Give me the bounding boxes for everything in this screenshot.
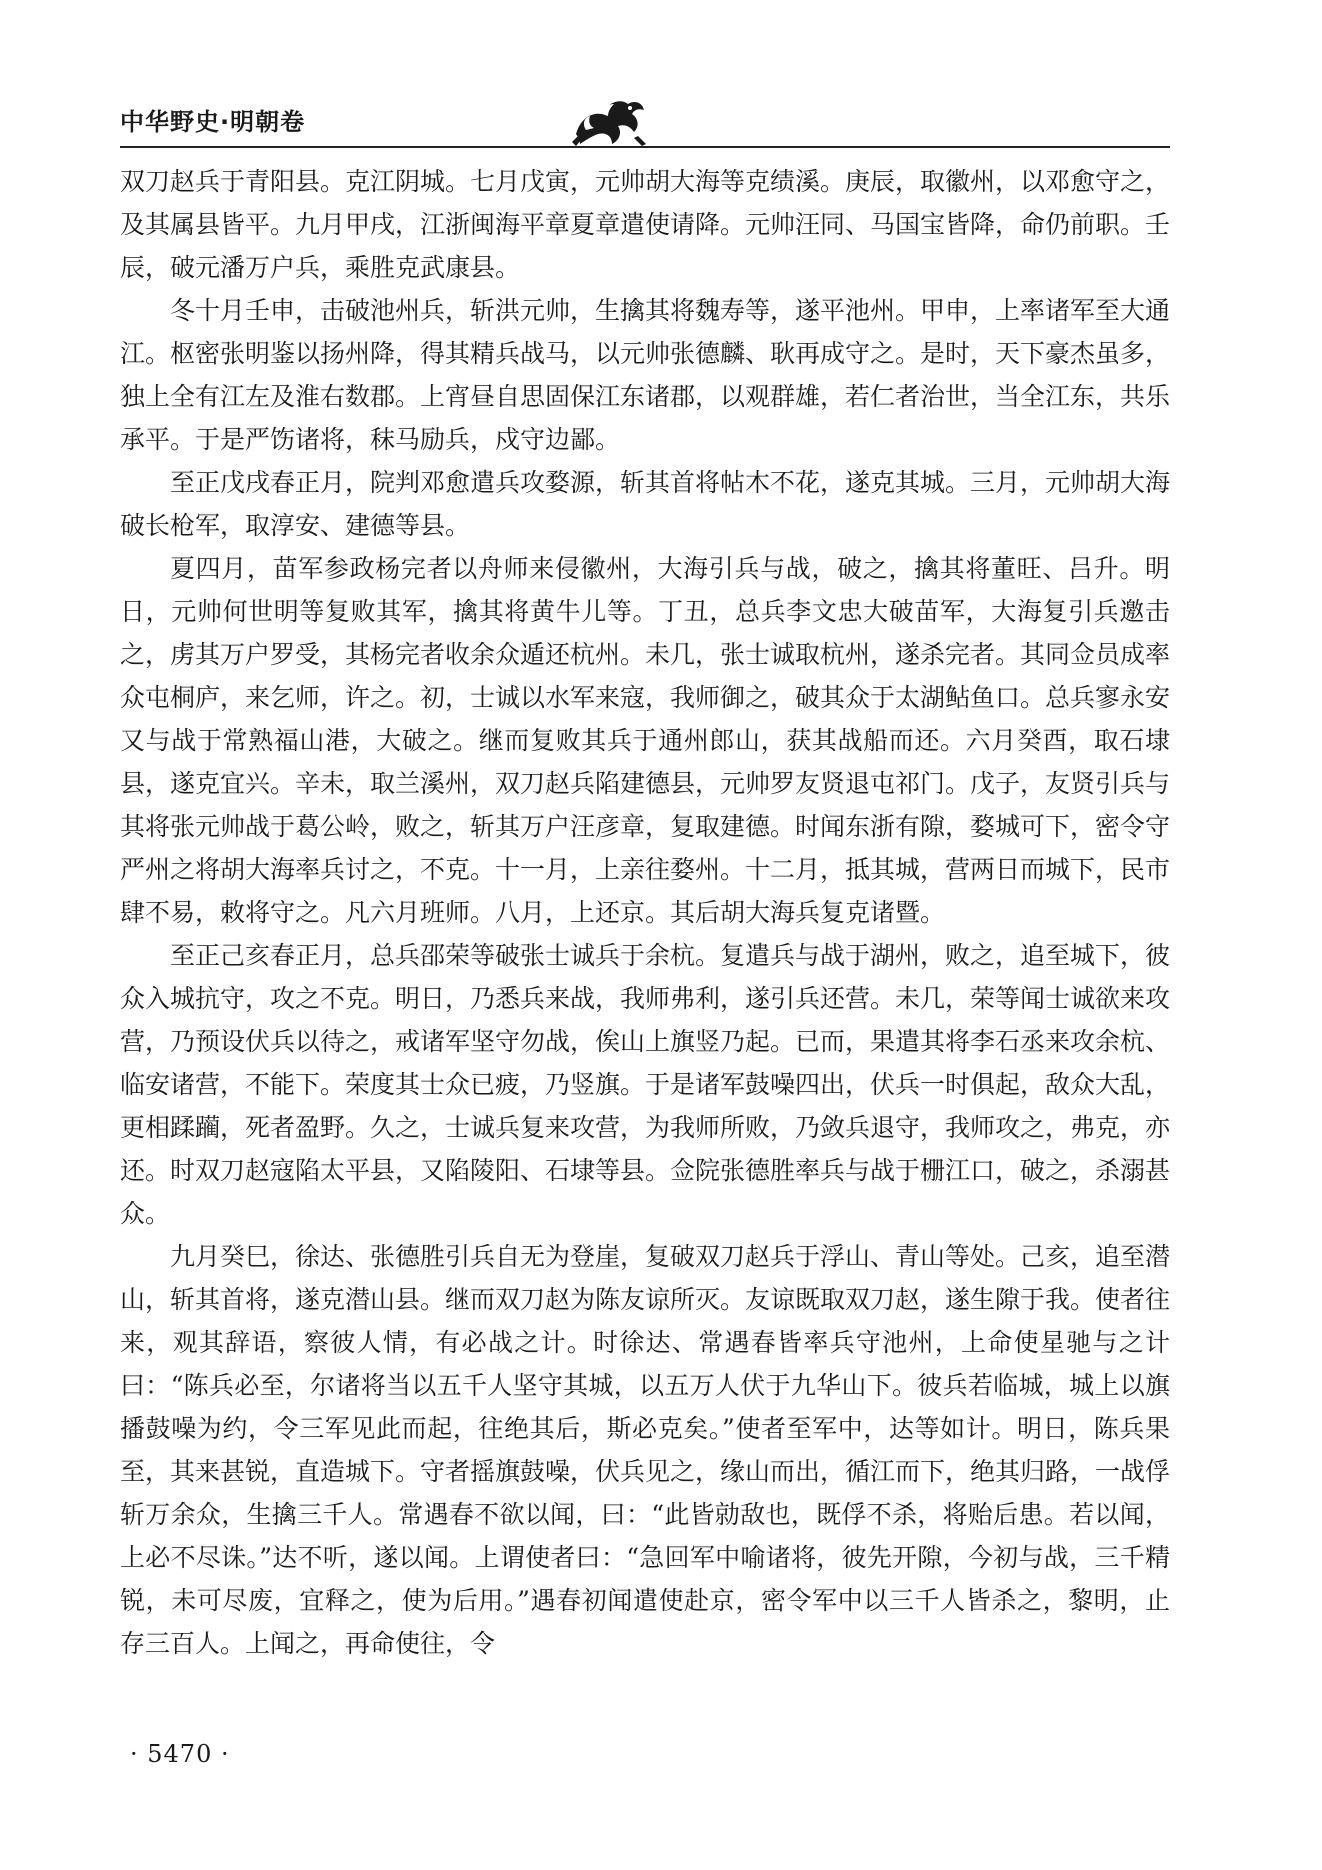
paragraph: 夏四月，苗军参政杨完者以舟师来侵徽州，大海引兵与战，破之，擒其将董旺、吕升。明日，元帅何世明等复败其军，擒其将黄牛儿等。丁丑，总兵李文忠大破苗军，大海复引兵邀击之，虏其万户罗受，其杨完者收余众遁还杭州。未几，张士诚取杭州，遂杀完者。其同佥员成率众屯桐庐，来乞师，许之。初，士诚以水军来寇，我师御之，破其众于太湖鲇鱼口。总兵寥永安又与战于常熟福山港，大破之。继而复败其兵于通州郎山，获其战船而还。六月癸酉，取石埭县，遂克宜兴。辛未，取兰溪州，双刀赵兵陷建德县，元帅罗友贤退屯祁门。戊子，友贤引兵与其将张元帅战于葛公岭，败之，斩其万户汪彦章，复取建德。时闻东浙有隙，婺城可下，密令守严州之将胡大海率兵讨之，不克。十一月，上亲往婺州。十二月，抵其城，营两日而城下，民市肆不易，敕将守之。凡六月班师。八月，上还京。其后胡大海兵复克诸暨。 (120, 554, 1171, 927)
paragraph: 九月癸巳，徐达、张德胜引兵自无为登崖，复破双刀赵兵于浮山、青山等处。己亥，追至潜山，斩其首将，遂克潜山县。继而双刀赵为陈友谅所灭。友谅既取双刀赵，遂生隙于我。使者往来，观其辞语，察彼人情，有必战之计。时徐达、常遇春皆率兵守池州，上命使星驰与之计曰：“陈兵必至，尔诸将当以五千人坚守其城，以五万人伏于九华山下。彼兵若临城，城上以旗播鼓噪为约，令三军见此而起，往绝其后，斯必克矣。”使者至军中，达等如计。明日，陈兵果至，其来甚锐，直造城下。守者摇旗鼓噪，伏兵见之，缘山而出，循江而下，绝其归路，一战俘斩万余众，生擒三千人。常遇春不欲以闻，曰：“此皆勍敌也，既俘不杀，将贻后患。若以闻，上必不尽诛。”达不听，遂以闻。上谓使者曰：“急回军中喻诸将，彼先开隙，今初与战，三千精锐，未可尽废，宜释之，使为后用。”遇春初闻遣使赴京，密令军中以三千人皆杀之，黎明，止存三百人。上闻之，再命使往，令 (120, 1242, 1171, 1658)
body-text (120, 160, 1170, 1665)
running-title: 中华野史·明朝卷 (120, 108, 306, 136)
page-number: · 5470 · (130, 1740, 230, 1768)
paragraph: 至正戊戌春正月，院判邓愈遣兵攻婺源，斩其首将帖木不花，遂克其城。三月，元帅胡大海破长枪军，取淳安、建德等县。 (120, 468, 1171, 540)
dragon-emblem-icon (568, 90, 648, 148)
paragraph: 双刀赵兵于青阳县。克江阴城。七月戊寅，元帅胡大海等克绩溪。庚辰，取徽州，以邓愈守之，及其属县皆平。九月甲戌，江浙闽海平章夏章遣使请降。元帅汪同、马国宝皆降，命仍前职。壬辰，破元潘万户兵，乘胜克武康县。 (120, 167, 1171, 282)
paragraph: 冬十月壬申，击破池州兵，斩洪元帅，生擒其将魏寿等，遂平池州。甲申，上率诸军至大通江。枢密张明鉴以扬州降，得其精兵战马，以元帅张德麟、耿再成守之。是时，天下豪杰虽多，独上全有江左及淮右数郡。上宵昼自思固保江东诸郡，以观群雄，若仁者治世，当全江东，共乐承平。于是严饬诸将，秣马励兵，戍守边鄙。 (120, 296, 1171, 454)
page-header (120, 92, 1170, 142)
header-rule (120, 146, 1170, 148)
paragraph: 至正己亥春正月，总兵邵荣等破张士诚兵于余杭。复遣兵与战于湖州，败之，追至城下，彼众入城抗守，攻之不克。明日，乃悉兵来战，我师弗利，遂引兵还营。未几，荣等闻士诚欲来攻营，乃预设伏兵以待之，戒诸军坚守勿战，俟山上旗竖乃起。已而，果遣其将李石丞来攻余杭、临安诸营，不能下。荣度其士众已疲，乃竖旗。于是诸军鼓噪四出，伏兵一时俱起，敌众大乱，更相蹂躏，死者盈野。久之，士诚兵复来攻营，为我师所败，乃敛兵退守，我师攻之，弗克，亦还。时双刀赵寇陷太平县，又陷陵阳、石埭等县。佥院张德胜率兵与战于栅江口，破之，杀溺甚众。 (120, 941, 1171, 1228)
